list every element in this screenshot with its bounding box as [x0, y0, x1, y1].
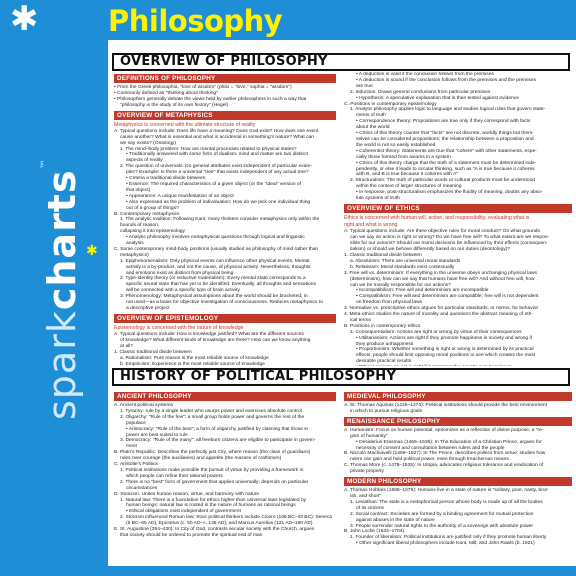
section-header: OVERVIEW OF EPISTEMOLOGY [114, 314, 336, 323]
asterisk-icon: ✱ [10, 0, 39, 39]
text-line: 2. The question of universals: Do general attributes exist independent of particular exam- [120, 164, 313, 170]
text-line: power are best suited to rule [126, 432, 188, 438]
text-line: selves can be considered propositions; the relationship between a proposition and [356, 136, 534, 142]
text-line: within the context of larger structures of meaning [356, 184, 462, 190]
text-line: pendently, or else it leads to circular thinking, such as "A is true because it coheres [356, 166, 535, 172]
text-line: b. Empiricism: Experience is the most reliable source of knowledge [120, 361, 265, 366]
text-line: 1. Political institutions make possible the pursuit of virtue by providing a framework in [120, 467, 304, 473]
text-line: effects; people should limit opposing moral positions to see which creates the most [356, 353, 536, 359]
text-line: populace [126, 420, 146, 426]
section-lead: Epistemology is concerned with the nature of knowledge [114, 324, 244, 331]
text-line: "philosophy is the study of its own history" (Hegel) [120, 102, 229, 108]
text-line: A. Typical questions include: Are there objective rules for moral conduct? On what grounds [344, 229, 540, 235]
history-banner: HISTORY OF POLITICAL PHILOSOPHY [112, 368, 570, 386]
text-line: D. Stoicism: Unites human reason, virtue, and harmony with nature [114, 491, 260, 497]
section-header: MEDIEVAL PHILOSOPHY [344, 392, 572, 401]
text-line: rulers can gain and hold political power, even through treacherous means [350, 457, 509, 463]
text-line: a. Absolutism: There are universal moral standards [350, 258, 461, 264]
overview-banner: OVERVIEW OF PHILOSOPHY [112, 53, 570, 71]
text-line: ish, and short" [350, 493, 382, 499]
text-line: A. Ancient political systems [114, 403, 173, 408]
text-line: a descriptive project [126, 306, 170, 312]
text-line: 2. Oligarchy: "Rule of the few"; a small group holds power and governs the rest of the [120, 414, 305, 420]
text-line: • Coherentist theory: Statements are true that "cohere" with other statements, espe- [356, 148, 537, 154]
section-header: RENAISSANCE PHILOSOPHY [344, 417, 572, 426]
text-line: can we be morally responsible for our actions? [350, 282, 451, 288]
text-line: • Appearance: A unique manifestation of an object [126, 193, 234, 199]
text-line: • Aristocracy: "Rule of the best"; a form of oligarchy justified by claiming that those in [126, 426, 309, 432]
text-line: gion of humanity" [350, 433, 388, 439]
text-line: • Correspondence theory: Propositions are true only if they correspond with facts [356, 119, 531, 125]
text-line: tialism) or should we behave differently based on our duties (deontology)? [350, 247, 511, 253]
text-line: 1. Analytic philosophy applies logic to language and studies logical rules that govern state- [350, 107, 546, 113]
text-line: C. Some contemporary mind-body positions (usually studied as philosophy of mind rather than [114, 246, 319, 252]
text-line: circumstances [126, 485, 158, 491]
content-sheet [108, 40, 576, 576]
text-line: 1. Natural law: There is a foundation for ethics higher than universal laws legislated by [120, 497, 307, 503]
text-line: 3. People surrender natural rights to the authority of a sovereign with absolute power [350, 523, 533, 529]
text-line: B. John Locke (1632–1704) [344, 529, 405, 535]
text-line: metaphysics) [120, 252, 149, 258]
text-line: about the world [356, 125, 390, 131]
text-line: not used—as a basis for objective investigation of consciousness. Reduces metaphysics to [126, 300, 323, 306]
text-line: ical terms [350, 317, 371, 323]
text-line: analysis [126, 241, 144, 247]
text-line: out of a group of things? [126, 205, 179, 211]
section-lead: right and what is wrong [344, 222, 398, 229]
text-line: are true [356, 83, 373, 89]
text-line: lute systems of truth [356, 196, 400, 202]
text-line: • Other significant liberal philosophers include Kant, Mill, and John Rawls (b. 1921) [356, 541, 535, 547]
text-line: 1. The mind–body problem: How are mental processes related to physical states? [120, 146, 297, 152]
brand-logo [40, 160, 84, 420]
text-line: will be connected with a specific type of brain activity [126, 288, 240, 294]
text-line: 2. There is no "best" form of government that applies universally; depends on particular [120, 479, 309, 485]
text-line: of knowledge? What different kinds of knowledge are there? How can we know anything [120, 338, 311, 344]
bottom-band [108, 566, 576, 576]
text-line: necessity of consent and consultation between rulers and the people [356, 445, 505, 451]
text-line: private property [350, 469, 384, 475]
text-line: • Also expressed as the problem of individuation: How do we pick one individual thing [126, 199, 311, 205]
text-line: 1. Consequentialism: Actions are right or wrong by virtue of their consequences [350, 329, 522, 335]
text-line: aspects of reality [126, 158, 163, 164]
text-line: activity is a by-product, and not the cause, of physical activity. Nevertheless, thoughts [126, 264, 311, 270]
brand-spark: spark [40, 310, 84, 420]
text-line: B. Contemporary metaphysics [114, 211, 180, 217]
text-line: C. Thomas More (c. 1478–1535): In Utopia, advocates religious tolerance and eradication of [344, 463, 544, 469]
text-line: • Compatibilism: Free will and determinism are compatible; free will is not dependent [356, 294, 539, 300]
text-line: that object) [126, 187, 151, 193]
brand-strip [0, 0, 108, 576]
text-line: human beings: natural law is rooted in the nature of humans as rational beings [126, 503, 296, 509]
section-header: MODERN PHILOSOPHY [344, 477, 572, 486]
text-line: • Philosophers generally debate the views held by earlier philosophers in such a way that [114, 96, 307, 102]
text-line: • Critics of this theory charge that the truth of a statement must be determined inde- [356, 160, 537, 166]
text-line: 4. Meta-ethics studies the nature of morality and questions the abstract meaning of eth- [344, 312, 533, 318]
text-line: with B, and B is true because it coheres with A" [356, 172, 459, 178]
brand-charts: charts [40, 169, 84, 311]
section-header: DEFINITIONS OF PHILOSOPHY [114, 74, 336, 83]
history-column-left [114, 390, 336, 576]
text-line: • A deduction is valid if the conclusion follows from the premises [356, 72, 494, 77]
text-line: at all? [120, 343, 134, 349]
text-line: ment [126, 444, 137, 450]
text-line: • In response, post-structuralism emphasizes the fluidity of meaning, doubts any abso- [356, 190, 543, 196]
text-line: 1. Leviathan: The state is a metaphorical person whose body is made up of all the bodies [350, 499, 543, 505]
text-line: 1. Tyranny: rule by a single leader who usurps power and exercises absolute control [120, 408, 302, 414]
text-line: collapsing it into epistemology [120, 229, 185, 235]
text-line: • Analytic philosophy involves metaphysical questions through logical and linguistic [126, 235, 305, 241]
text-line: 1. Classic traditional divide between [344, 252, 422, 258]
text-line: 1. Classic traditional divide between [114, 349, 192, 355]
text-line: which people can refine their rational powers [126, 473, 223, 479]
text-line: • Commonly defined as "thinking about thinking" [114, 90, 218, 96]
text-line: • A deduction is sound if the conclusion follows from the premises and the premises [356, 77, 537, 83]
text-line: (determinism), how can we say that humans have free will? And without free will, how [350, 276, 535, 282]
text-line: B. Niccolò Machiavelli (1469–1527): In The Prince, describes politics from virtue; studies how [344, 451, 546, 457]
page-title: Philosophy [108, 4, 283, 38]
text-line: cially those formed from axioms in a system [356, 154, 451, 160]
text-line: • From the Greek philosophia, "love of wisdom" (philo = "love," sophia = "wisdom") [114, 85, 292, 90]
text-line: A. Thomas Hobbes (1588–1679): Humans live in a state of nature is "solitary, poor, nasty, brut- [344, 488, 549, 494]
text-line: on freedom from physical laws [356, 300, 423, 306]
text-line: (5 BC–65 AD), Epictetus (c. 50 AD–c. 135 AD), and Marcus Aurelius (121 AD–180 AD) [126, 521, 313, 527]
text-line: 2. Type-identity theory (or reductive materialism): Every mental state corresponds to a [120, 276, 306, 282]
text-line: in which to pursue religious goals [350, 408, 423, 414]
text-line: A. Typical questions include: How is knowledge justified? What are the different sources [114, 332, 304, 338]
text-line: specific neural state that has yet to be identified. Eventually, all thoughts and sensations [126, 282, 316, 288]
text-line [344, 365, 572, 366]
section-header: ANCIENT PHILOSOPHY [114, 392, 336, 401]
history-column-right [344, 390, 572, 576]
text-line: 2. Stoicism influenced Roman law; Stoic political thinkers include Cicero (106 BC–43 BC), Seneca [120, 515, 333, 521]
text-line: A. St. Thomas Aquinas (1225–1274): Political institutions should provide the best environment [344, 403, 547, 408]
text-line: we say exists? (Ontology) [120, 140, 176, 146]
section-lead: Metaphysics is concerned with the ultimate structure of reality [114, 121, 256, 128]
text-line: of its citizens [356, 505, 384, 511]
section-header: OVERVIEW OF ETHICS [344, 204, 572, 213]
text-line: • Essence: The required characteristics of a given object (or the "ideal" version of [126, 181, 301, 187]
text-line: the world is not so easily established [356, 142, 436, 148]
overview-column-left [114, 72, 336, 366]
text-line: can we say an action is right or wrong? Do we have free will? To what extent are we respon- [350, 235, 550, 241]
text-line: 1. Epiphenomenalism: Only physical events can influence other physical events. Mental [120, 258, 310, 264]
text-line: 2. Free will vs. determinism: If everything in the universe obeys unchanging physical laws [344, 270, 537, 276]
text-line: • Critics of this theory counter that "facts" are not discrete, worldly things but them- [356, 131, 534, 137]
text-line: rules over courage (the auxiliaries) and appetite (the masses of craftsmen) [120, 456, 282, 462]
text-line: • Hypothesis: A speculative explanation that is then tested against evidence [356, 95, 519, 101]
text-line: 1. The analytic tradition: Following Kant, many thinkers consider metaphysics only within the bounds of reason, [120, 217, 320, 229]
text-line: B. Plato's Republic: Describes the perfectly just City, where reason (the class of guardians) [114, 450, 311, 456]
text-line: • Desiderius Erasmus (1466–1536): In The Education of a Christian Prince, argues for [356, 439, 542, 445]
text-line: • Criteria a traditional divide between [126, 176, 206, 182]
section-header: OVERVIEW OF METAPHYSICS [114, 111, 336, 120]
text-line: b. Relativism: Moral standards exist contextually [350, 264, 455, 270]
text-line: • Utilitarianism: Actions are right if they promote happiness in society and wrong if [356, 335, 532, 341]
trademark: ™ [40, 158, 51, 170]
text-line: A. Typical questions include: Does life have a meaning? Does God exist? How does one event [114, 128, 319, 134]
text-line: • Incompatibilism: Free will and determinism are incompatible [356, 288, 489, 294]
text-line: C. Positions in contemporary epistemology [344, 101, 437, 107]
text-line: cause another? What is essential and what is accidental in something's nature? What can [120, 134, 314, 140]
overview-column-right [344, 72, 572, 366]
text-line: and emotions exist as distinct from physical being [126, 270, 234, 276]
text-line: 1. Founder of liberalism: Political institutions are justified only if they promote human liberty [350, 535, 547, 541]
text-line: • Proportionism: Whether something is right or wrong is determined by its practical [356, 347, 534, 353]
section-lead: Ethics is concerned with human will, action, and responsibility; evaluating what is [344, 214, 530, 221]
text-line: • Traditionally answered with some form of dualism: mind and matter are two distinct [126, 152, 308, 158]
text-line: a. Rationalism: Pure reason is the most reliable source of knowledge [120, 355, 269, 361]
text-line: against abuses in the state of nature [356, 517, 435, 523]
text-line: that society should be ordered to promote the spiritual end of man [120, 532, 263, 538]
small-asterisk-icon: ✱ [86, 243, 98, 259]
text-line: 3. Phenomenology: Metaphysical assumptions about the world should be bracketed; in [120, 294, 308, 300]
text-line: E. St. Augustine (354–430): In City of God, contrasts secular society with the Church, argues [114, 527, 315, 533]
text-line: they produce unhappiness [356, 341, 414, 347]
text-line: A. Humanism: Focus on human potential; epitomizes as a reflection of divine purpose; a "re- [344, 427, 544, 433]
text-line: 2. Social contract: Societies are formed by a binding agreement for mutual protection [350, 511, 534, 517]
text-line: C. Aristotle's Politics [114, 462, 158, 468]
text-line: 3. Democracy: "Rule of the many"; all freeborn citizens are eligible to participate in govern- [120, 438, 316, 444]
text-line: 2. Structuralism: The truth of particular words or cultural products must be understood [350, 178, 536, 184]
text-line: ments of truth [356, 113, 386, 119]
text-line: sible for our actions? Should our moral decisions be influenced by their effects (consequen- [350, 241, 548, 247]
text-line: • Ethical obligations exist independent of government [126, 509, 241, 515]
text-line: ples? Example: Is there a universal "tree" that exists independent of any actual tree? [126, 170, 309, 176]
text-line: 2. Induction: Draws general conclusions from particular premises [350, 89, 491, 95]
text-line: B. Positions in contemporary ethics [344, 323, 421, 329]
text-line: desirable practical results [356, 359, 412, 365]
text-line: 3. Normative vs. prescriptive ethics argues for particular standards, or norms, for behavior [344, 306, 539, 312]
